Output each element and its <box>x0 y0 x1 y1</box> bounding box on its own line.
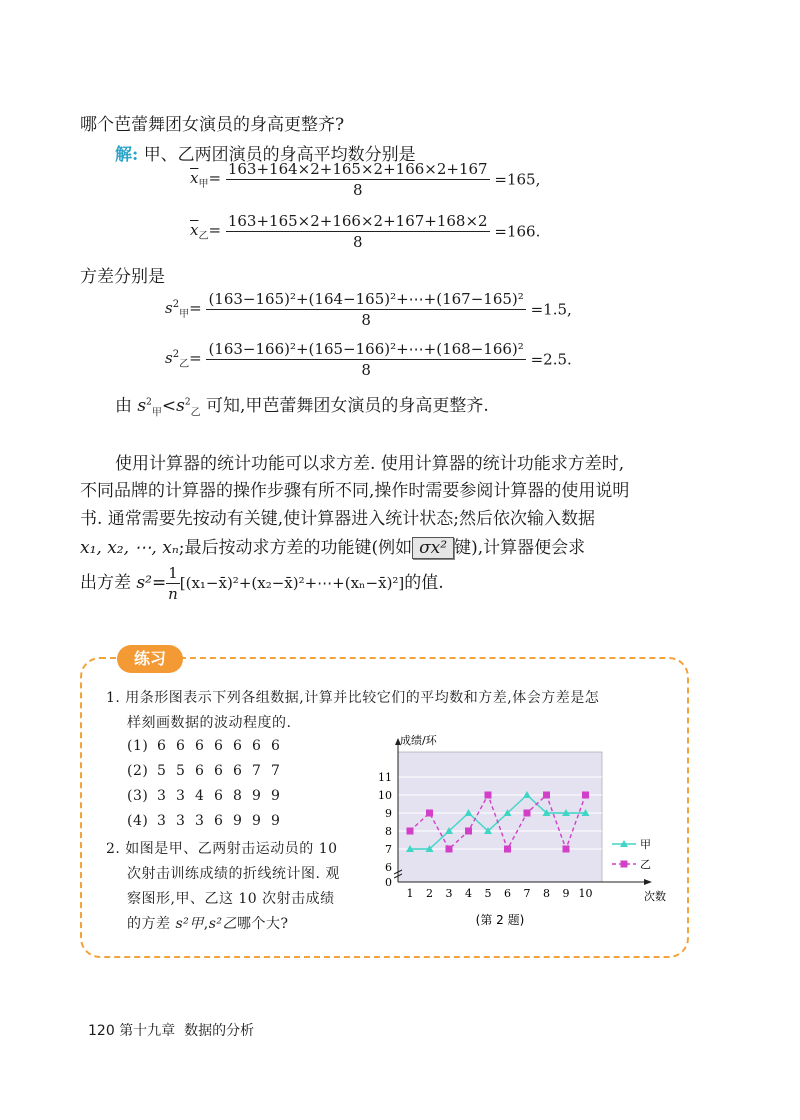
y-tick-label: 0 <box>385 876 392 889</box>
data-point-yi <box>582 792 589 799</box>
x-axis-label: 次数 <box>644 890 666 903</box>
group-value: 6 <box>214 763 224 779</box>
y-tick-label: 7 <box>385 843 392 856</box>
solution-label: 解: <box>115 145 139 165</box>
mean-jia-numerator: 163+164×2+165×2+166×2+167 <box>227 160 488 178</box>
group-value: 9 <box>271 813 281 829</box>
group-value: 9 <box>252 788 262 804</box>
para-line-4: x₁, x₂, ⋯, xₙ;最后按动求方差的功能键(例如 σx² 键),计算器便会求 <box>80 538 586 558</box>
group-value: 6 <box>233 738 243 754</box>
q1-line-1: 1. 用条形图表示下列各组数据,计算并比较它们的平均数和方差,体会方差是怎 <box>106 690 600 706</box>
y-axis-label: 成绩/环 <box>400 734 437 747</box>
mean-yi-equation: $\overline{x}_乙=$ $\frac{163+165\times 2+166\times 2+167+168\times 2}{8}$ =166. <box>190 212 541 251</box>
para-line-2: 不同品牌的计算器的操作步骤有所不同,操作时需要参阅计算器的使用说明 <box>80 481 630 501</box>
group-label: (1) <box>127 738 149 754</box>
x-tick-label: 3 <box>445 887 453 900</box>
group-value: 9 <box>233 813 243 829</box>
para-line-5: 出方差 s²= $\frac{1}{n}$ [(x₁−x̄)²+(x₂−x̄)²+⋯+(xₙ−x̄)²]的值. <box>80 564 444 603</box>
group-value: 3 <box>176 813 186 829</box>
group-value: 9 <box>271 788 281 804</box>
data-group-row <box>127 788 290 813</box>
mean-jia-equation: $\overline{x}_甲=$ $\frac{163+164\times 2+165\times 2+166\times 2+167}{8}$ =165, <box>190 160 541 199</box>
group-value: 7 <box>271 763 281 779</box>
y-tick-label: 9 <box>385 807 392 820</box>
group-value: 3 <box>195 813 205 829</box>
data-point-yi <box>446 846 453 853</box>
data-group-row <box>127 763 290 788</box>
group-value: 3 <box>157 813 167 829</box>
data-vars: x₁, x₂, ⋯, xₙ <box>80 538 179 558</box>
y-tick-label: 6 <box>385 861 392 874</box>
group-label: (2) <box>127 763 149 779</box>
q1-line-2: 样刻画数据的波动程度的. <box>127 715 292 731</box>
data-point-yi <box>524 810 531 817</box>
y-tick-label: 8 <box>385 825 392 838</box>
intro-question: 哪个芭蕾舞团女演员的身高更整齐? <box>80 115 345 135</box>
data-group-row <box>127 813 290 838</box>
x-tick-label: 9 <box>562 887 570 900</box>
group-value: 6 <box>233 763 243 779</box>
data-point-yi <box>465 828 472 835</box>
para-line-1: 使用计算器的统计功能可以求方差. 使用计算器的统计功能求方差时, <box>115 454 625 474</box>
legend-label: 甲 <box>640 838 651 851</box>
group-label: (4) <box>127 813 149 829</box>
data-point-yi <box>543 792 550 799</box>
y-tick-label: 10 <box>378 789 392 802</box>
data-groups <box>127 738 290 838</box>
group-value: 5 <box>176 763 186 779</box>
group-value: 6 <box>271 738 281 754</box>
x-axis-arrow <box>644 879 652 885</box>
solution-text: 甲、乙两团演员的身高平均数分别是 <box>143 145 416 165</box>
group-value: 7 <box>252 763 262 779</box>
data-point-yi <box>407 828 414 835</box>
group-value: 3 <box>176 788 186 804</box>
exercise-title: 练习 <box>117 645 183 673</box>
chart-caption: (第 2 题) <box>475 913 525 927</box>
q2-text: 2. 如图是甲、乙两射击运动员的 10 次射击训练成绩的折线统计图. 观 察图形,甲、乙这 10 次射击成绩 的方差 s²甲,s²乙哪个大? <box>106 841 340 932</box>
group-value: 9 <box>252 813 262 829</box>
data-group-row <box>127 738 290 763</box>
sigma-key: σx² <box>412 537 454 559</box>
group-value: 6 <box>214 813 224 829</box>
group-value: 6 <box>214 788 224 804</box>
mean-yi-numerator: 163+165×2+166×2+167+168×2 <box>227 212 488 230</box>
x-tick-label: 4 <box>465 887 472 900</box>
conclusion: 由 $s^2_甲<s^2_乙$ 可知,甲芭蕾舞团女演员的身高更整齐. <box>115 396 489 419</box>
x-tick-label: 7 <box>523 887 531 900</box>
section-label: 数据的分析 <box>184 1023 255 1039</box>
legend-label: 乙 <box>640 858 651 871</box>
data-point-yi <box>563 846 570 853</box>
formula-lhs: s²= <box>136 573 167 593</box>
group-value: 6 <box>157 738 167 754</box>
y-tick-label: 11 <box>378 771 392 784</box>
group-value: 3 <box>157 788 167 804</box>
group-value: 6 <box>252 738 262 754</box>
var-yi-numerator: (163−166)²+(165−166)²+⋯+(168−166)² <box>208 340 524 358</box>
x-tick-label: 5 <box>484 887 492 900</box>
chapter-label: 第十九章 <box>119 1023 176 1039</box>
group-value: 8 <box>233 788 243 804</box>
x-tick-label: 2 <box>426 887 433 900</box>
variance-intro: 方差分别是 <box>80 267 165 287</box>
var-jia-equation: $s^2_甲=$ $\frac{\text{(163−165)²+(164−165)²+⋯+(167−165)²}}{8}$ =1.5, <box>165 290 572 329</box>
x-tick-label: 6 <box>504 887 511 900</box>
variance-formula: [(x₁−x̄)²+(x₂−x̄)²+⋯+(xₙ−x̄)²] <box>179 574 405 592</box>
x-tick-label: 1 <box>406 887 414 900</box>
group-value: 6 <box>176 738 186 754</box>
var-jia-numerator: (163−165)²+(164−165)²+⋯+(167−165)² <box>208 290 524 308</box>
page-number: 120 <box>88 1023 115 1039</box>
para-line-3: 书. 通常需要先按动有关键,使计算器进入统计状态;然后依次输入数据 <box>80 509 595 529</box>
group-value: 5 <box>157 763 167 779</box>
plot-background <box>398 752 602 882</box>
group-value: 6 <box>195 763 205 779</box>
data-point-yi <box>504 846 511 853</box>
group-value: 4 <box>195 788 205 804</box>
x-tick-label: 10 <box>578 887 593 900</box>
group-value: 6 <box>214 738 224 754</box>
group-value: 6 <box>195 738 205 754</box>
x-tick-label: 8 <box>543 887 550 900</box>
data-point-yi <box>426 810 433 817</box>
var-yi-equation: $s^2_乙=$ $\frac{\text{(163−166)²+(165−166)²+⋯+(168−166)²}}{8}$ =2.5. <box>165 340 572 379</box>
legend-marker <box>621 861 628 868</box>
page-footer <box>88 1020 254 1040</box>
group-label: (3) <box>127 788 149 804</box>
line-chart <box>360 732 680 932</box>
data-point-yi <box>485 792 492 799</box>
